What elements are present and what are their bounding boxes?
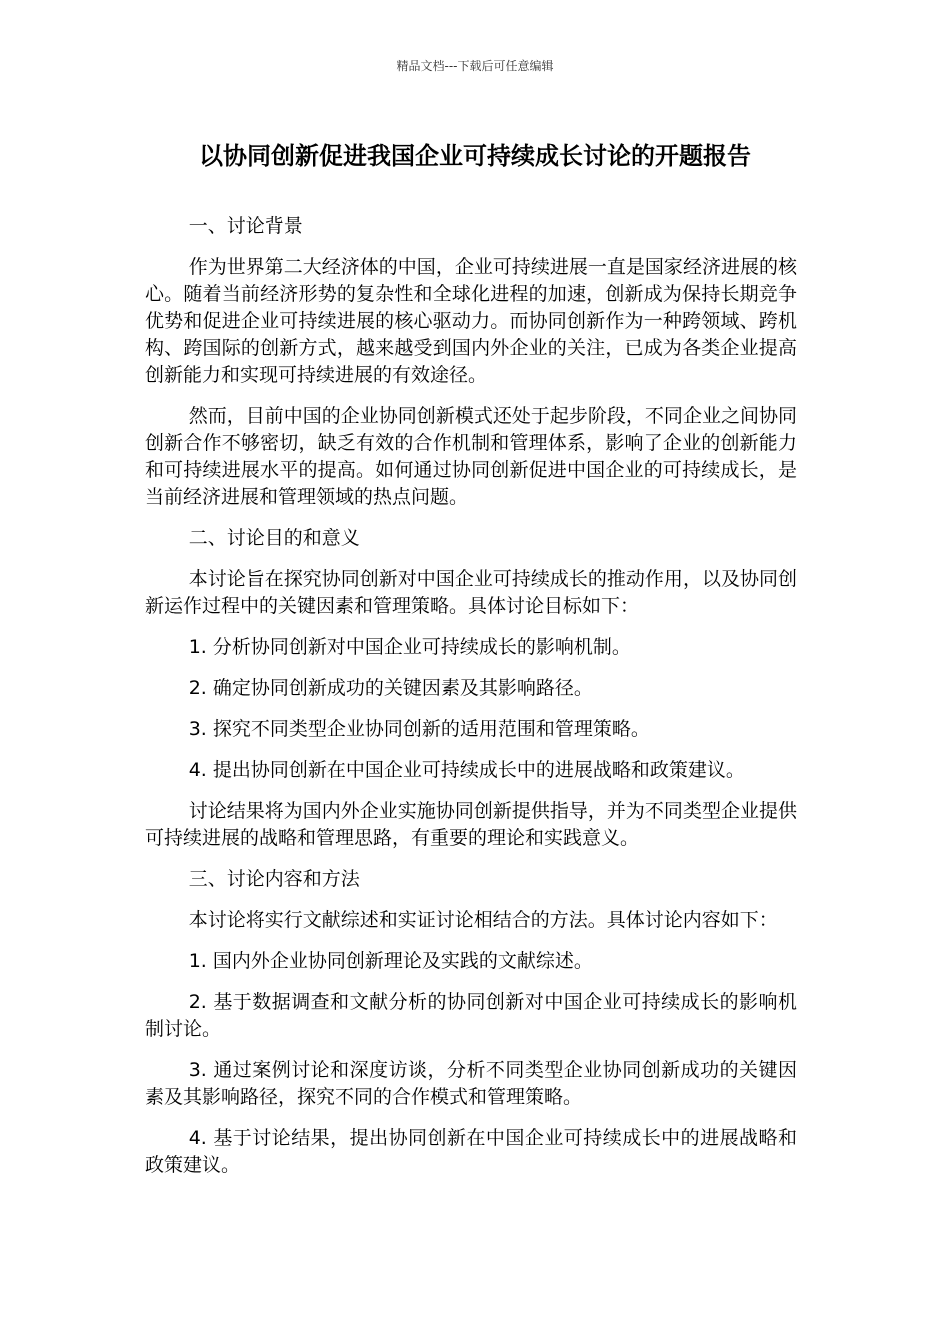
- paragraph: 本讨论将实行文献综述和实证讨论相结合的方法。具体讨论内容如下：: [188, 909, 778, 931]
- list-item: 4. 提出协同创新在中国企业可持续成长中的进展战略和政策建议。: [188, 759, 745, 781]
- section-heading-methods: 三、讨论内容和方法: [188, 868, 360, 890]
- list-item: 3. 通过案例讨论和深度访谈，分析不同类型企业协同创新成功的关键因素及其影响路径，探究不同的合作模式和管理策略。: [145, 1059, 797, 1108]
- paragraph: 本讨论旨在探究协同创新对中国企业可持续成长的推动作用，以及协同创新运作过程中的关键因素和管理策略。具体讨论目标如下：: [145, 568, 797, 617]
- document-title: 以协同创新促进我国企业可持续成长讨论的开题报告: [199, 142, 751, 170]
- section-heading-purpose: 二、讨论目的和意义: [188, 527, 360, 549]
- list-item: 4. 基于讨论结果，提出协同创新在中国企业可持续成长中的进展战略和政策建议。: [145, 1127, 797, 1176]
- paragraph: 作为世界第二大经济体的中国，企业可持续进展一直是国家经济进展的核心。随着当前经济形势的复杂性和全球化进程的加速，创新成为保持长期竞争优势和促进企业可持续进展的核心驱动力。而协同创新作为一种跨领域、跨机构、跨国际的创新方式，越来越受到国内外企业的关注，已成为各类企业提高创新能力和实现可持续进展的有效途径。: [145, 256, 797, 386]
- paragraph: 然而，目前中国的企业协同创新模式还处于起步阶段，不同企业之间协同创新合作不够密切，缺乏有效的合作机制和管理体系，影响了企业的创新能力和可持续进展水平的提高。如何通过协同创新促进中国企业的可持续成长，是当前经济进展和管理领域的热点问题。: [145, 405, 797, 508]
- section-heading-background: 一、讨论背景: [188, 215, 303, 237]
- list-item: 2. 基于数据调查和文献分析的协同创新对中国企业可持续成长的影响机制讨论。: [145, 991, 797, 1040]
- paragraph: 讨论结果将为国内外企业实施协同创新提供指导，并为不同类型企业提供可持续进展的战略和管理思路，有重要的理论和实践意义。: [145, 800, 797, 849]
- list-item: 1. 国内外企业协同创新理论及实践的文献综述。: [188, 950, 593, 972]
- list-item: 2. 确定协同创新成功的关键因素及其影响路径。: [188, 677, 593, 699]
- header-note: 精品文档---下载后可任意编辑: [396, 59, 554, 73]
- list-item: 3. 探究不同类型企业协同创新的适用范围和管理策略。: [188, 718, 650, 740]
- list-item: 1. 分析协同创新对中国企业可持续成长的影响机制。: [188, 636, 631, 658]
- document-body: [145, 213, 797, 1193]
